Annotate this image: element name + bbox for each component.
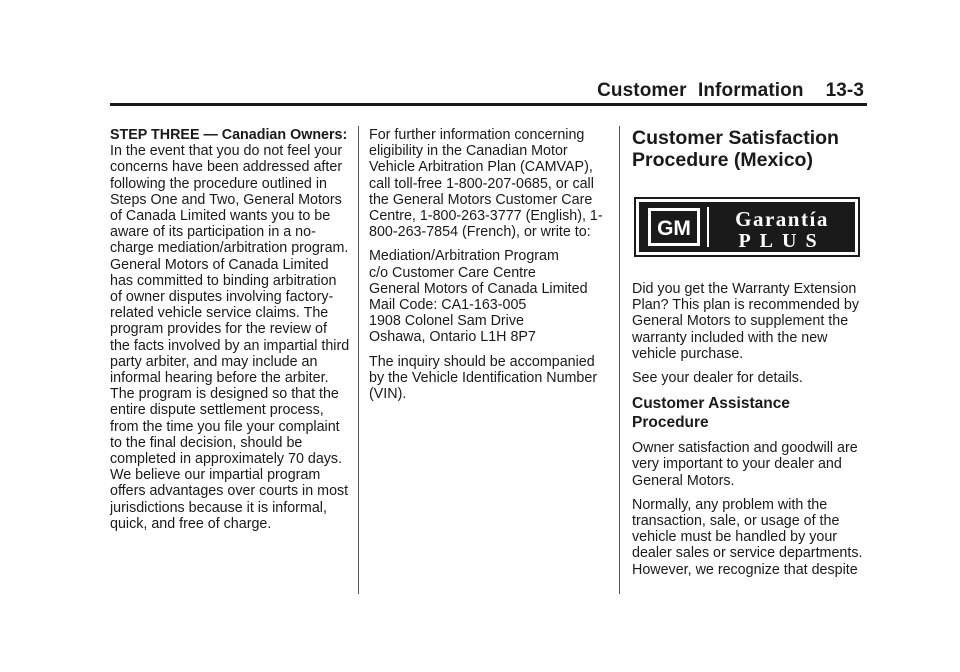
address-line: Mediation/Arbitration Program (369, 248, 559, 265)
step-three-body: In the event that you do not feel your concerns have been addressed after following the procedure outlined in Steps One and Two, General Motors of Canada Limited wants you to be aware of its participation in a no-charge mediation/arbitration program. General Motors of Canada Limited has committed to binding arbitration of owner disputes involving factory-related vehicle service claims. The program provides for the review of the facts involved by an impartial third party arbiter, and may include an informal hearing before the arbiter. The program is designed so that the entire dispute settlement process, from the time you file your complaint to the final decision, should be completed in approximately 70 days. We believe our impartial program offers advantages over courts in most jurisdictions because it is informal, quick, and free of charge. (110, 143, 350, 532)
address-line: c/o Customer Care Centre (369, 264, 536, 281)
mailing-address (369, 248, 605, 345)
gm-garantia-plus-logo (634, 197, 860, 257)
column-divider-right (619, 126, 620, 594)
left-column (110, 127, 350, 540)
step-three-heading: STEP THREE — Canadian Owners: (110, 127, 348, 143)
header-rule (110, 103, 867, 106)
section-title: Customer Satisfaction Procedure (Mexico) (632, 127, 839, 171)
logo-line1: Garantía (735, 207, 829, 231)
logo-graphic (634, 197, 860, 257)
subsection-title: Customer Assistance Procedure (632, 395, 790, 432)
camvap-paragraph: For further information concerning eligibility in the Canadian Motor Vehicle Arbitration Plan (CAMVAP), call toll-free 1-800-207-0685, or call the General Motors Customer Care Centre, 1-800-263-3777 (English), 1-800-263-7854 (French), or write to: (369, 127, 603, 241)
vin-paragraph: The inquiry should be accompanied by the Vehicle Identification Number (VIN). (369, 353, 598, 403)
address-line: Mail Code: CA1-163-005 (369, 297, 527, 314)
middle-column (369, 127, 605, 410)
chapter-title (597, 80, 864, 102)
warranty-extension-paragraph: Did you get the Warranty Extension Plan? This plan is recommended by General Motors to supplement the warranty included with the new vehicle purchase. (632, 281, 860, 362)
column-divider-left (358, 126, 359, 594)
see-dealer-paragraph: See your dealer for details. (632, 370, 803, 387)
logo-brand: GM (657, 217, 691, 240)
logo-line2: PLUS (738, 230, 826, 252)
address-line: Oshawa, Ontario L1H 8P7 (369, 329, 536, 346)
chapter-title-text: Customer Information (597, 80, 804, 101)
problem-handling-paragraph: Normally, any problem with the transaction, sale, or usage of the vehicle must be handled by your dealer sales or service departments. However, we recognize that despite (632, 496, 863, 578)
address-line: General Motors of Canada Limited (369, 280, 588, 297)
right-column (632, 127, 868, 586)
owner-satisfaction-paragraph: Owner satisfaction and goodwill are very important to your dealer and General Motors. (632, 440, 858, 489)
address-line: 1908 Colonel Sam Drive (369, 313, 524, 330)
page-number: 13-3 (825, 80, 864, 101)
step-three-paragraph (110, 127, 350, 532)
